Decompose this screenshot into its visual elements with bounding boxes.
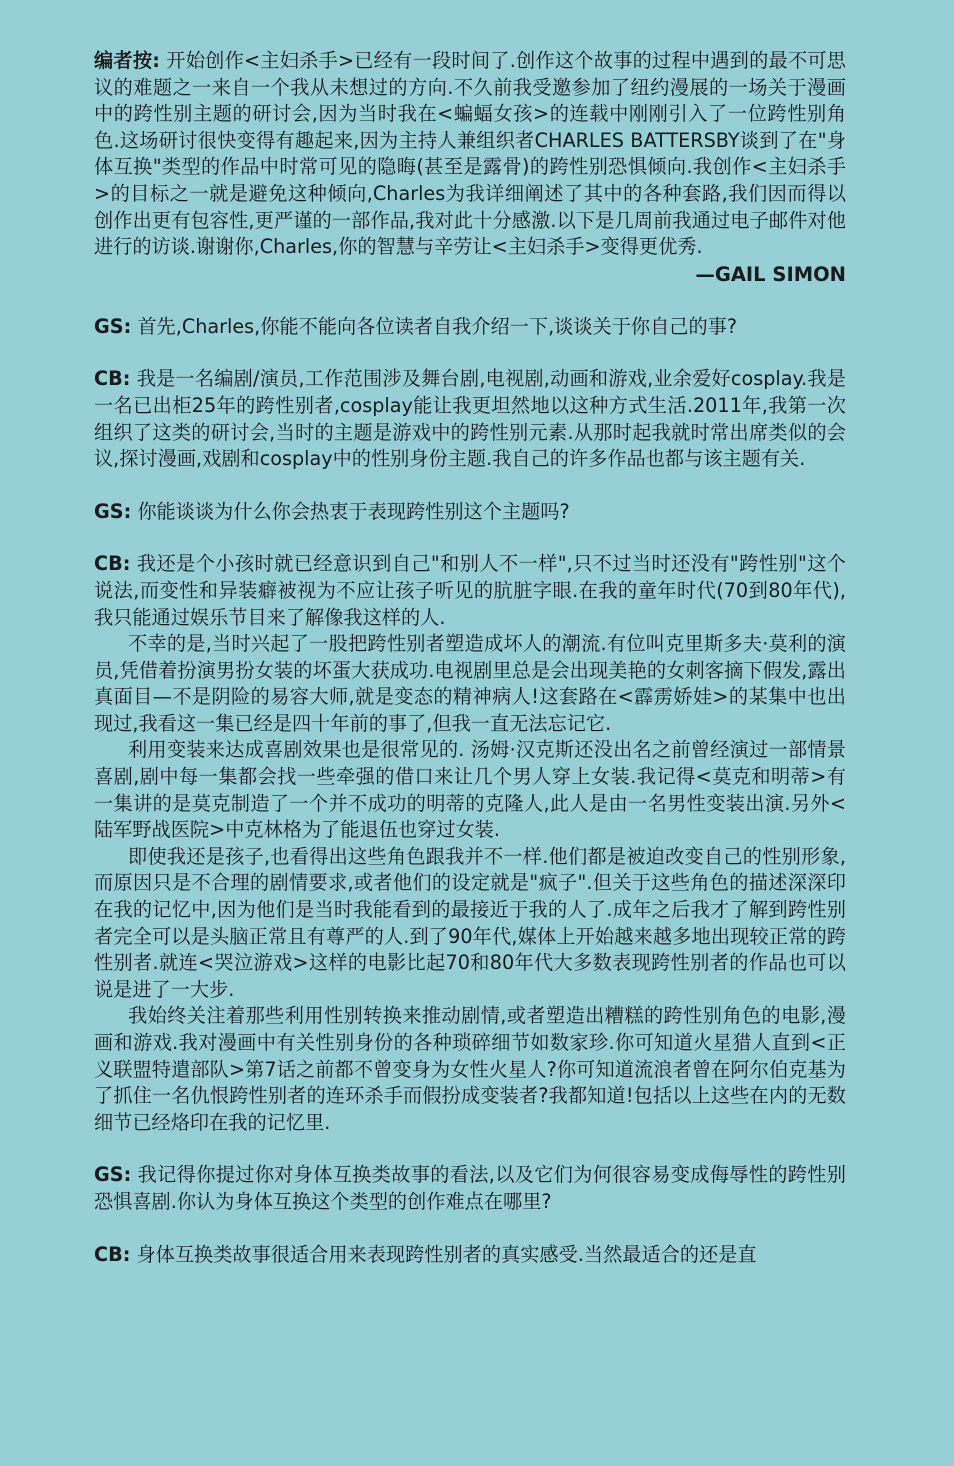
paragraph-text: 身体互换类故事很适合用来表现跨性别者的真实感受.当然最适合的还是直 — [136, 1242, 757, 1266]
speaker-label: CB: — [94, 1242, 131, 1266]
paragraph-text: 你能谈谈为什么你会热衷于表现跨性别这个主题吗? — [137, 499, 570, 523]
intro-text: 开始创作<主妇杀手>已经有一段时间了.创作这个故事的过程中遇到的最不可思议的难题之一来自一个我从未想过的方向.不久前我受邀参加了纽约漫展的一场关于漫画中的跨性别主题的研讨会,因为当时我在<蝙蝠女孩>的连载中刚刚引入了一位跨性别角色.这场研讨很快变得有趣起来,因为主持人兼组织者CHARLES BATTERSBY谈到了在"身体互换"类型的作品中时常可见的隐晦(甚至是露骨)的跨性别恐惧倾向.我创作<主妇杀手>的目标之一就是避免这种倾向,Charles为我详细阐述了其中的各种套路,我们因而得以创作出更有包容性,更严谨的一部作品,我对此十分感激.以下是几周前我通过电子邮件对他进行的访谈.谢谢你,Charles,你的智慧与辛劳让<主妇杀手>变得更优秀. — [94, 49, 846, 259]
spacer — [94, 525, 846, 551]
qa-block-4 — [94, 551, 846, 1136]
answer-paragraph: 利用变装来达成喜剧效果也是很常见的. 汤姆·汉克斯还没出名之前曾经演过一部情景喜剧,剧中每一集都会找一些牵强的借口来让几个男人穿上女装.我记得<莫克和明蒂>有一集讲的是莫克制造了一个并不成功的明蒂的克隆人,此人是由一名男性变装出演.另外<陆军野战医院>中克林格为了能退伍也穿过女装. — [94, 738, 846, 842]
question-paragraph — [94, 1162, 846, 1215]
editors-note — [94, 48, 846, 288]
paragraph-text: 我记得你提过你对身体互换类故事的看法,以及它们为何很容易变成侮辱性的跨性别恐惧喜剧.你认为身体互换这个类型的创作难点在哪里? — [94, 1163, 846, 1213]
intro-label: 编者按: — [94, 49, 160, 72]
spacer — [94, 1136, 846, 1162]
qa-block-1 — [94, 314, 846, 341]
spacer — [94, 288, 846, 314]
paragraph-text: 首先,Charles,你能不能向各位读者自我介绍一下,谈谈关于你自己的事? — [137, 314, 738, 338]
speaker-label: CB: — [94, 552, 131, 576]
signature: —GAIL SIMON — [695, 262, 846, 286]
intro-paragraph — [94, 48, 846, 261]
answer-paragraph — [94, 366, 846, 472]
answer-paragraph: 不幸的是,当时兴起了一股把跨性别者塑造成坏人的潮流.有位叫克里斯多夫·莫利的演员,凭借着扮演男扮女装的坏蛋大获成功.电视剧里总是会出现美艳的女刺客摘下假发,露出真面目—不是阴险的易容大师,就是变态的精神病人!这套路在<霹雳娇娃>的某集中也出现过,我看这一集已经是四十年前的事了,但我一直无法忘记它. — [94, 632, 846, 735]
spacer — [94, 340, 846, 366]
speaker-label: GS: — [94, 1163, 132, 1187]
qa-block-5 — [94, 1162, 846, 1215]
speaker-label: GS: — [94, 499, 132, 523]
answer-paragraph — [94, 551, 846, 631]
spacer — [94, 473, 846, 499]
speaker-label: CB: — [94, 367, 131, 391]
answer-paragraph: 即使我还是孩子,也看得出这些角色跟我并不一样.他们都是被迫改变自己的性别形象,而原因只是不合理的剧情要求,或者他们的设定就是"疯子".但关于这些角色的描述深深印在我的记忆中,因为他们是当时我能看到的最接近于我的人了.成年之后我才了解到跨性别者完全可以是头脑正常且有尊严的人.到了90年代,媒体上开始越来越多地出现较正常的跨性别者.就连<哭泣游戏>这样的电影比起70和80年代大多数表现跨性别者的作品也可以说是进了一大步. — [94, 844, 846, 1001]
qa-block-3 — [94, 499, 846, 526]
question-paragraph — [94, 314, 846, 341]
spacer — [94, 1216, 846, 1242]
qa-block-6 — [94, 1242, 846, 1269]
speaker-label: GS: — [94, 314, 132, 338]
qa-block-2 — [94, 366, 846, 472]
question-paragraph — [94, 499, 846, 526]
answer-paragraph: 我始终关注着那些利用性别转换来推动剧情,或者塑造出糟糕的跨性别角色的电影,漫画和游戏.我对漫画中有关性别身份的各种琐碎细节如数家珍.你可知道火星猎人直到<正义联盟特遣部队>第7话之前都不曾变身为女性火星人?你可知道流浪者曾在阿尔伯克基为了抓住一名仇恨跨性别者的连环杀手而假扮成变装者?我都知道!包括以上这些在内的无数细节已经烙印在我的记忆里. — [94, 1004, 846, 1134]
paragraph-text: 我还是个小孩时就已经意识到自己"和别人不一样",只不过当时还没有"跨性别"这个说法,而变性和异装癖被视为不应让孩子听见的肮脏字眼.在我的童年时代(70到80年代),我只能通过娱乐节目来了解像我这样的人. — [94, 552, 846, 629]
paragraph-text: 我是一名编剧/演员,工作范围涉及舞台剧,电视剧,动画和游戏,业余爱好cosplay.我是一名已出柜25年的跨性别者,cosplay能让我更坦然地以这种方式生活.2011年,我第一次组织了这类的研讨会,当时的主题是游戏中的跨性别元素.从那时起我就时常出席类似的会议,探讨漫画,戏剧和cosplay中的性别身份主题.我自己的许多作品也都与该主题有关. — [94, 367, 846, 471]
answer-paragraph — [94, 1242, 846, 1269]
